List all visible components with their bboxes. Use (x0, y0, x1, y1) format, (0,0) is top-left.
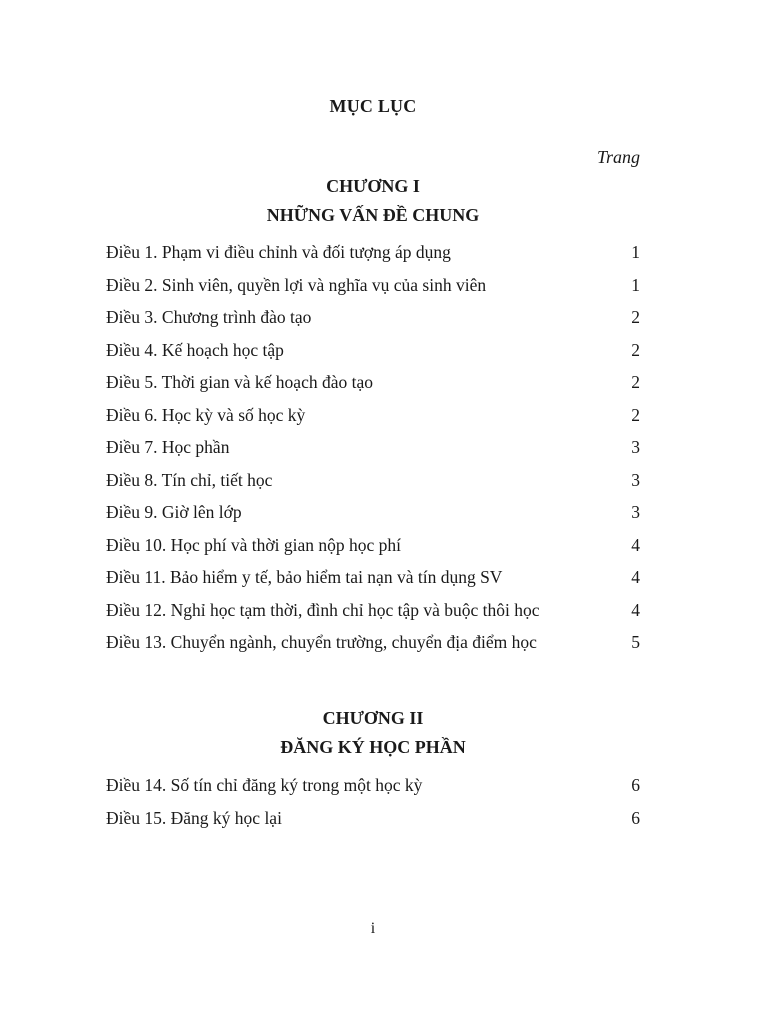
toc-entry (106, 340, 640, 373)
toc-entry (106, 502, 640, 535)
toc-entry-label: Điều 8. Tín chỉ, tiết học (106, 469, 273, 490)
toc-entry (106, 372, 640, 405)
toc-entry-label: Điều 14. Số tín chỉ đăng ký trong một học kỳ (106, 775, 423, 795)
chapter-heading-1 (0, 172, 746, 230)
toc-entry-page: 6 (631, 775, 640, 795)
toc-entry-label: Điều 1. Phạm vi điều chỉnh và đối tượng áp dụng (106, 242, 451, 262)
toc-entry (106, 437, 640, 470)
toc-list-chapter-2 (106, 775, 640, 840)
toc-entry-page: 5 (631, 632, 640, 652)
toc-entry-page: 3 (631, 469, 640, 490)
toc-entry (106, 775, 640, 808)
toc-entry-page: 1 (631, 274, 640, 295)
toc-entry-label: Điều 15. Đăng ký học lại (106, 807, 282, 828)
toc-entry (106, 600, 640, 633)
footer-page-number: i (370, 920, 376, 937)
toc-entry (106, 242, 640, 275)
toc-entry (106, 567, 640, 600)
page-title: MỤC LỤC (329, 96, 417, 116)
chapter-title: ĐĂNG KÝ HỌC PHẦN (280, 737, 466, 757)
toc-entry-page: 6 (631, 807, 640, 828)
toc-entry-page: 3 (631, 502, 640, 522)
toc-entry (106, 535, 640, 568)
toc-entry-page: 2 (631, 339, 640, 360)
chapter-number: CHƯƠNG I (326, 176, 420, 196)
toc-entry-label: Điều 3. Chương trình đào tạo (106, 307, 312, 327)
toc-entry (106, 275, 640, 308)
toc-entry-label: Điều 9. Giờ lên lớp (106, 502, 242, 522)
toc-entry-page: 3 (631, 437, 640, 457)
toc-entry-page: 4 (631, 567, 640, 587)
toc-entry (106, 405, 640, 438)
toc-entry-page: 4 (631, 599, 640, 620)
toc-entry-label: Điều 7. Học phần (106, 437, 230, 457)
toc-entry (106, 632, 640, 665)
toc-entry (106, 808, 640, 841)
chapter-heading-2 (0, 704, 746, 762)
toc-entry-page: 1 (631, 242, 640, 262)
toc-entry-label: Điều 2. Sinh viên, quyền lợi và nghĩa vụ của sinh viên (106, 274, 487, 295)
toc-entry-label: Điều 5. Thời gian và kế hoạch đào tạo (106, 372, 373, 392)
toc-entry-label: Điều 12. Nghỉ học tạm thời, đình chỉ học tập và buộc thôi học (106, 599, 540, 620)
toc-entry-label: Điều 4. Kế hoạch học tập (106, 339, 284, 360)
toc-entry-label: Điều 11. Bảo hiểm y tế, bảo hiểm tai nạn và tín dụng SV (106, 567, 503, 587)
toc-entry-label: Điều 13. Chuyển ngành, chuyển trường, chuyển địa điểm học (106, 632, 537, 652)
chapter-number: CHƯƠNG II (322, 708, 424, 728)
toc-entry-label: Điều 10. Học phí và thời gian nộp học phí (106, 534, 402, 555)
toc-entry-page: 4 (631, 534, 640, 555)
toc-entry-page: 2 (631, 372, 640, 392)
toc-entry (106, 470, 640, 503)
page-column-label: Trang (596, 147, 640, 167)
toc-entry-label: Điều 6. Học kỳ và số học kỳ (106, 404, 306, 425)
toc-entry (106, 307, 640, 340)
chapter-title: NHỮNG VẤN ĐỀ CHUNG (266, 205, 480, 225)
toc-list-chapter-1 (106, 242, 640, 665)
toc-entry-page: 2 (631, 307, 640, 327)
toc-entry-page: 2 (631, 404, 640, 425)
